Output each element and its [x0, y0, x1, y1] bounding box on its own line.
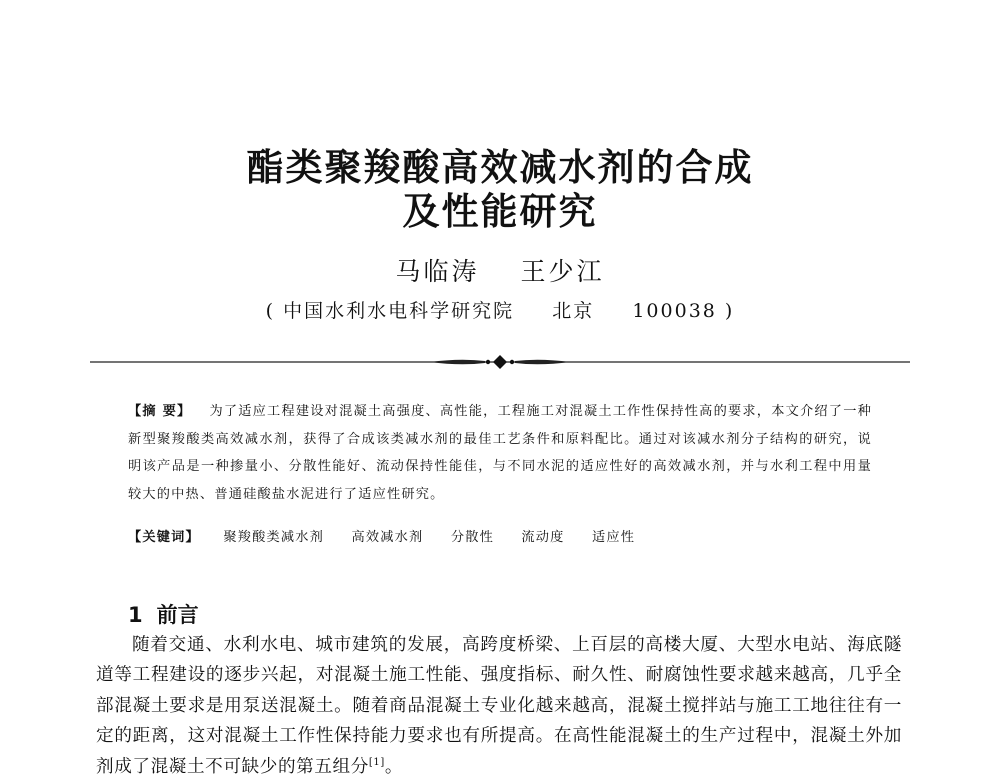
paper-title-line-1: 酯类聚羧酸高效减水剂的合成 — [246, 146, 754, 189]
keyword: 流动度 — [521, 530, 565, 545]
keyword: 聚羧酸类减水剂 — [223, 530, 325, 545]
body-paragraph — [96, 630, 902, 782]
ornamental-divider — [90, 355, 910, 369]
section-heading — [128, 599, 199, 629]
keywords-label: 【关键词】 — [128, 530, 200, 545]
paragraph-end-punctuation: 。 — [384, 756, 404, 777]
keyword: 分散性 — [450, 530, 494, 545]
keyword: 高效减水剂 — [351, 530, 424, 545]
affiliation-postcode: 100038 — [632, 300, 717, 322]
paragraph-text: 随着交通、水利水电、城市建筑的发展，高跨度桥梁、上百层的高楼大厦、大型水电站、海底隧道等工程建设的逐步兴起，对混凝土施工性能、强度指标、耐久性、耐腐蚀性要求越来越高，几乎全部混凝土要求是用泵送混凝土。随着商品混凝土专业化越来越高，混凝土搅拌站与施工工地往往有一定的距离，这对混凝土工作性保持能力要求也有所提高。在高性能混凝土的生产过程中，混凝土外加剂成了混凝土不可缺少的第五组分 — [96, 634, 902, 777]
keywords-block — [128, 526, 872, 545]
author-list — [0, 252, 1000, 288]
section-number: 1 — [128, 603, 143, 628]
affiliation-open-paren: ( — [265, 300, 276, 322]
section-title: 前言 — [156, 603, 199, 628]
abstract-text: 为了适应工程建设对混凝土高强度、高性能，工程施工对混凝土工作性保持性高的要求，本文介绍了一种新型聚羧酸类高效减水剂，获得了合成该类减水剂的最佳工艺条件和原料配比。通过对该减水剂分子结构的研究，说明该产品是一种掺量小、分散性能好、流动保持性能佳，与不同水泥的适应性好的高效减水剂，并与水利工程中用量较大的中热、普通硅酸盐水泥进行了适应性研究。 — [128, 404, 873, 502]
citation-reference[interactable]: [1] — [368, 756, 385, 768]
abstract-block — [128, 398, 872, 508]
keyword: 适应性 — [591, 530, 636, 545]
author-name: 王少江 — [520, 257, 605, 286]
abstract-label: 【摘 要】 — [128, 404, 192, 419]
affiliation — [0, 296, 1000, 323]
affiliation-close-paren: ) — [724, 300, 735, 322]
paper-title-line-2: 及性能研究 — [402, 190, 598, 233]
affiliation-city: 北京 — [552, 300, 595, 322]
author-name: 马临涛 — [395, 257, 480, 286]
affiliation-institution: 中国水利水电科学研究院 — [283, 300, 515, 322]
